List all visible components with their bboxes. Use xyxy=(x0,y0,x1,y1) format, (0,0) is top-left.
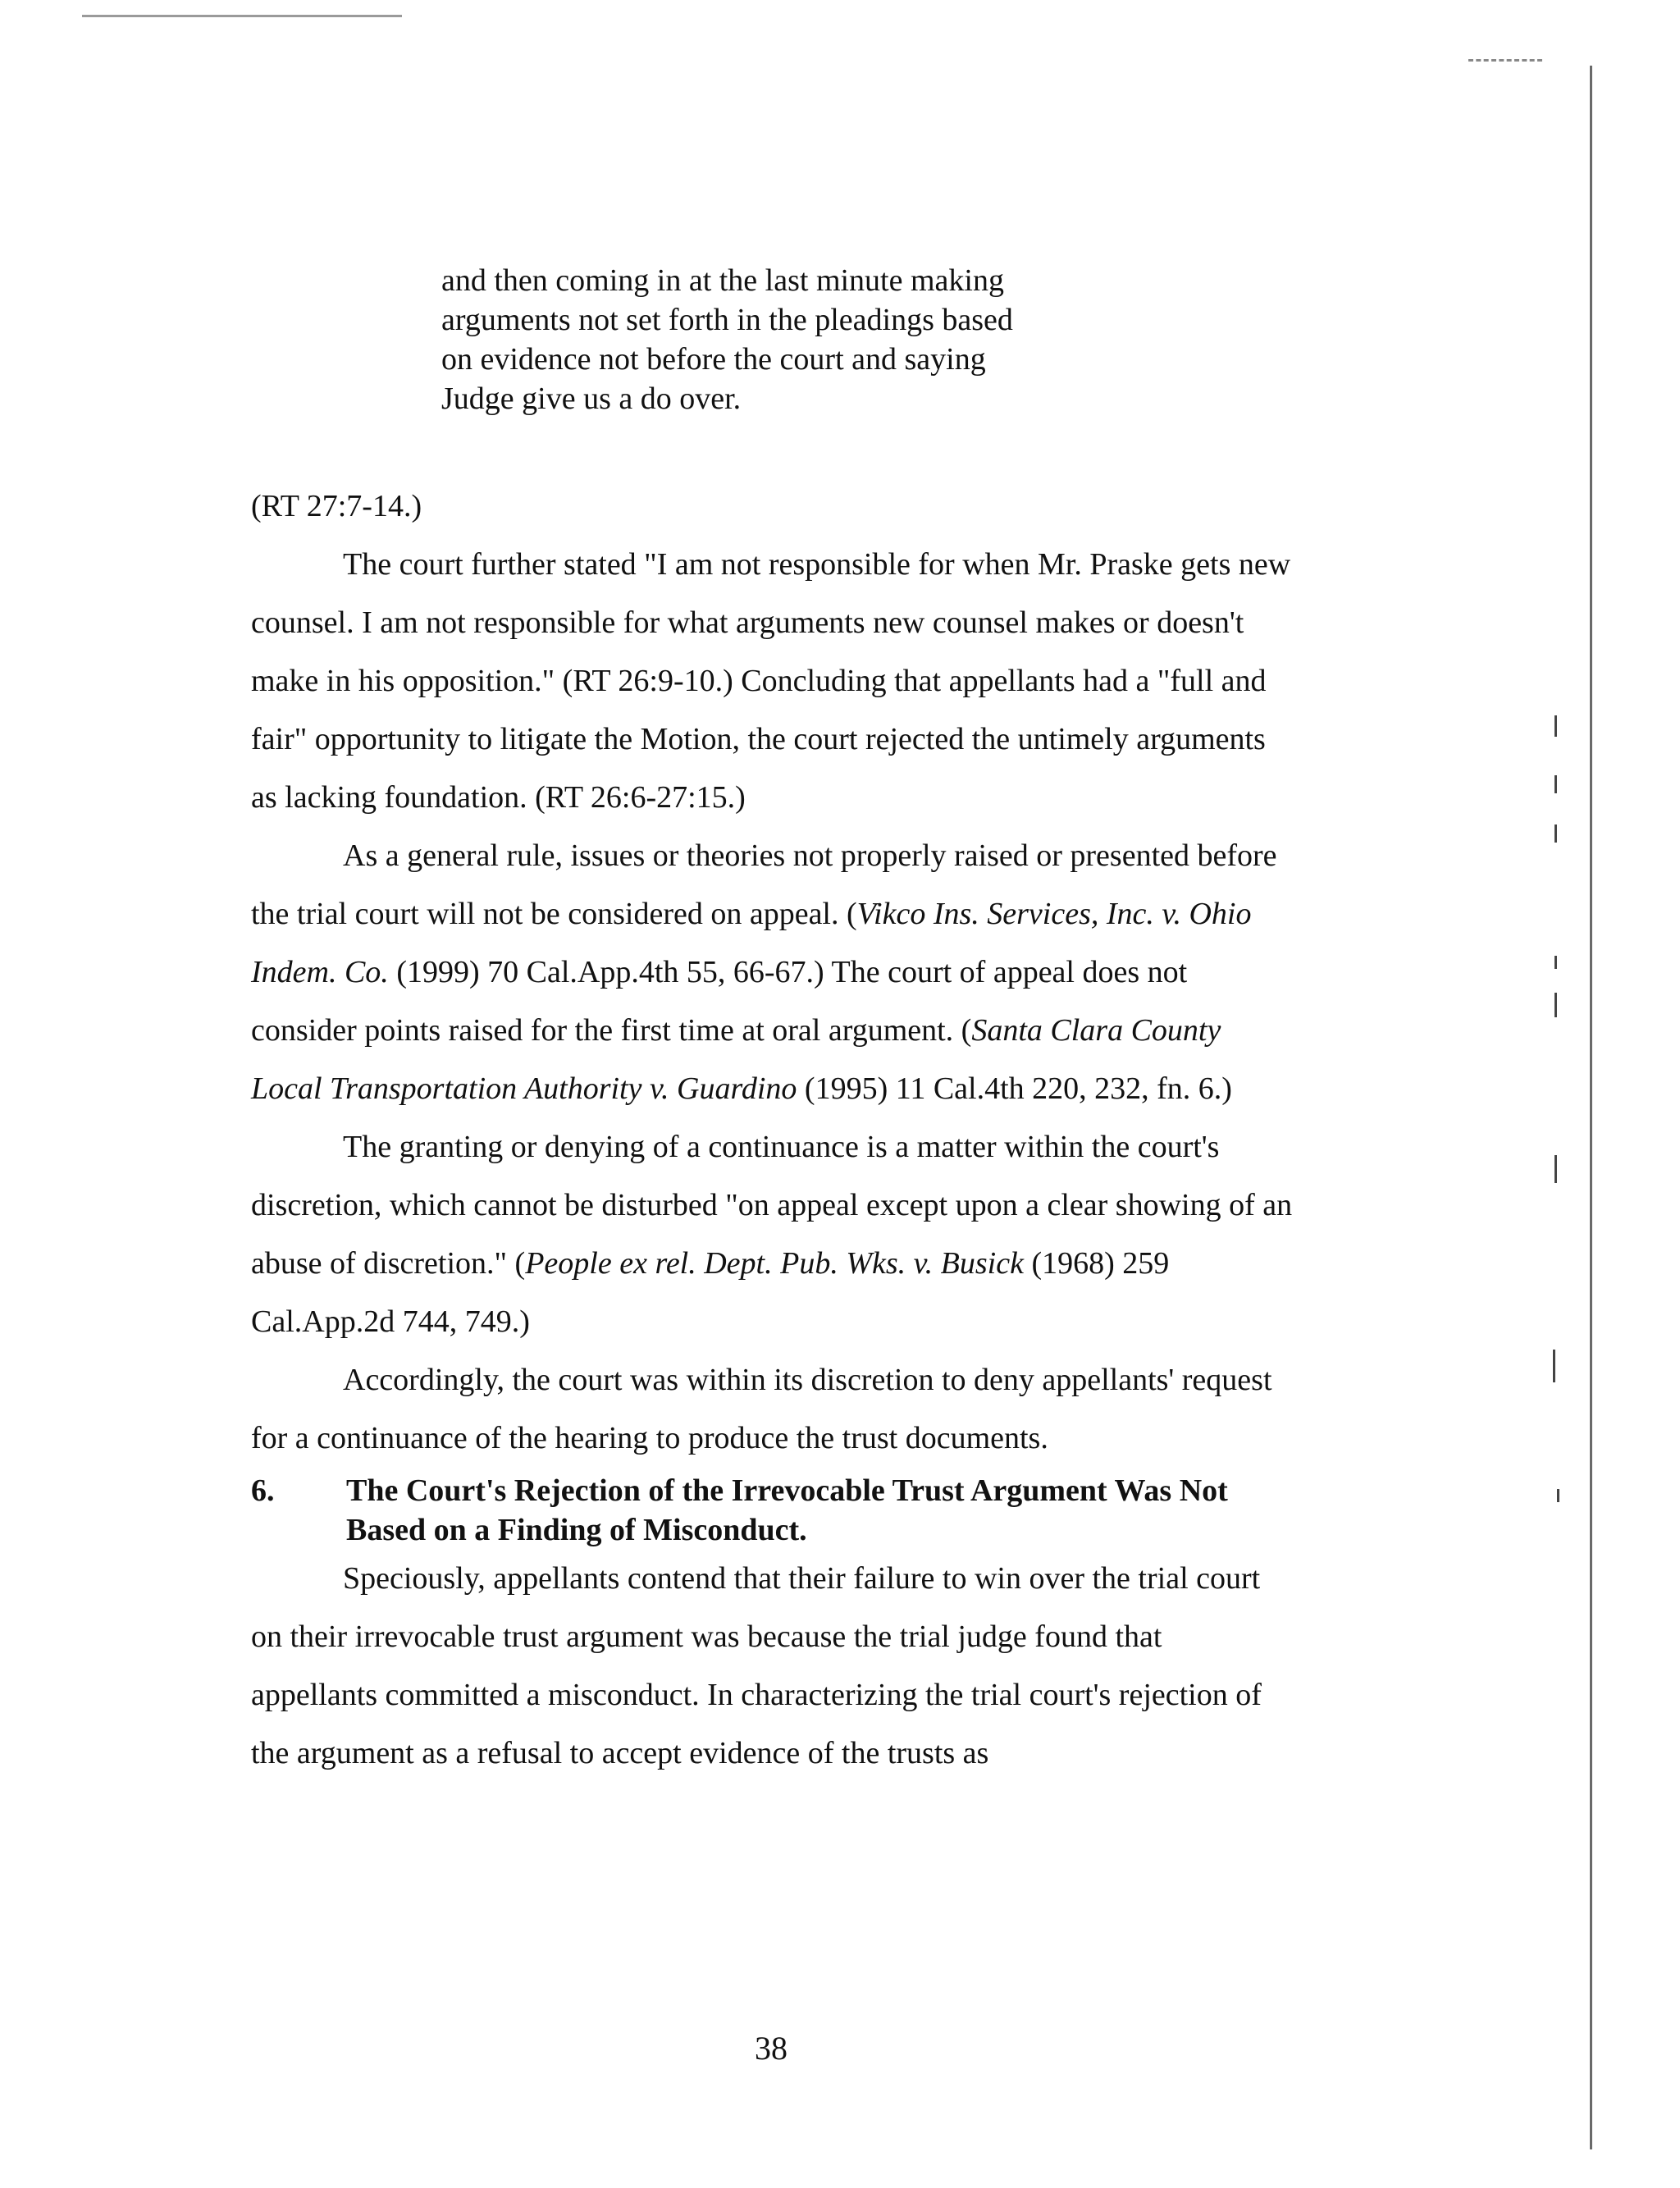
case-name-busick: People ex rel. Dept. Pub. Wks. v. Busick xyxy=(525,1246,1024,1281)
scan-artifact-mark xyxy=(1554,715,1557,737)
body-text xyxy=(251,477,1293,1783)
paragraph-text: (1999) 70 Cal.App.4th 55, 66-67.) The court of appeal does not consider points raised for the first time at oral argument. ( xyxy=(251,955,1188,1048)
case-name-vikco: Vikco Ins. Services, Inc. v. Ohio Indem. Co. xyxy=(251,897,1252,989)
block-quote-line: arguments not set forth in the pleadings based xyxy=(441,303,1013,337)
section-heading-number: 6. xyxy=(251,1473,275,1508)
paragraph-accordingly: Accordingly, the court was within its discretion to deny appellants' request for a continuance of the hearing to produce the trust documents. xyxy=(251,1363,1272,1455)
block-quote xyxy=(441,261,1114,418)
scan-artifact-mark xyxy=(1554,775,1557,793)
page-number: 38 xyxy=(755,2030,788,2067)
scan-artifact-right-dash xyxy=(1468,59,1542,62)
block-quote-line: Judge give us a do over. xyxy=(441,381,742,416)
case-name-santa-clara: Santa Clara County Local Transportation Authority v. Guardino xyxy=(251,1013,1221,1106)
scan-artifact-mark xyxy=(1554,956,1557,969)
record-citation: (RT 27:7-14.) xyxy=(251,489,422,523)
scan-artifact-right-edge xyxy=(1590,66,1592,2149)
paragraph-general-rule xyxy=(251,827,1293,1118)
section-heading xyxy=(251,1468,1293,1550)
scan-artifact-top-line xyxy=(82,15,402,17)
paragraph-text: (1995) 11 Cal.4th 220, 232, fn. 6.) xyxy=(797,1071,1232,1106)
scan-artifact-mark xyxy=(1554,824,1557,843)
paragraph-continuance xyxy=(251,1118,1293,1351)
paragraph-text: The granting or denying of a continuance is a matter within the court's discretion, which cannot be disturbed "on appeal except upon a clear showing of an abuse of discretion." ( xyxy=(251,1130,1293,1281)
scan-artifact-mark xyxy=(1554,993,1557,1017)
paragraph-text: (1968) 259 Cal.App.2d 744, 749.) xyxy=(251,1246,1170,1339)
section-heading-text: The Court's Rejection of the Irrevocable Trust Argument Was Not Based on a Finding of Misconduct. xyxy=(346,1473,1228,1547)
paragraph-text: As a general rule, issues or theories not properly raised or presented before the trial court will not be considered on appeal. ( xyxy=(251,838,1277,931)
block-quote-line: and then coming in at the last minute making xyxy=(441,263,1004,298)
paragraph-speciously: Speciously, appellants contend that their failure to win over the trial court on their irrevocable trust argument was because the trial judge found that appellants committed a misconduct. In characterizing the trial court's rejection of the argument as a refusal to accept evidence of the trusts as xyxy=(251,1561,1262,1770)
scan-artifact-mark xyxy=(1553,1350,1555,1382)
paragraph-court-statement: The court further stated "I am not responsible for when Mr. Praske gets new counsel. I am not responsible for what arguments new counsel makes or doesn't make in his opposition." (RT 26:9-10.) Concluding that appellants had a "full and fair" opportunity to litigate the Motion, the court rejected the untimely arguments as lacking foundation. (RT 26:6-27:15.) xyxy=(251,547,1291,815)
scan-artifact-mark xyxy=(1554,1155,1557,1183)
scan-artifact-mark xyxy=(1557,1489,1559,1502)
block-quote-line: on evidence not before the court and saying xyxy=(441,342,986,377)
